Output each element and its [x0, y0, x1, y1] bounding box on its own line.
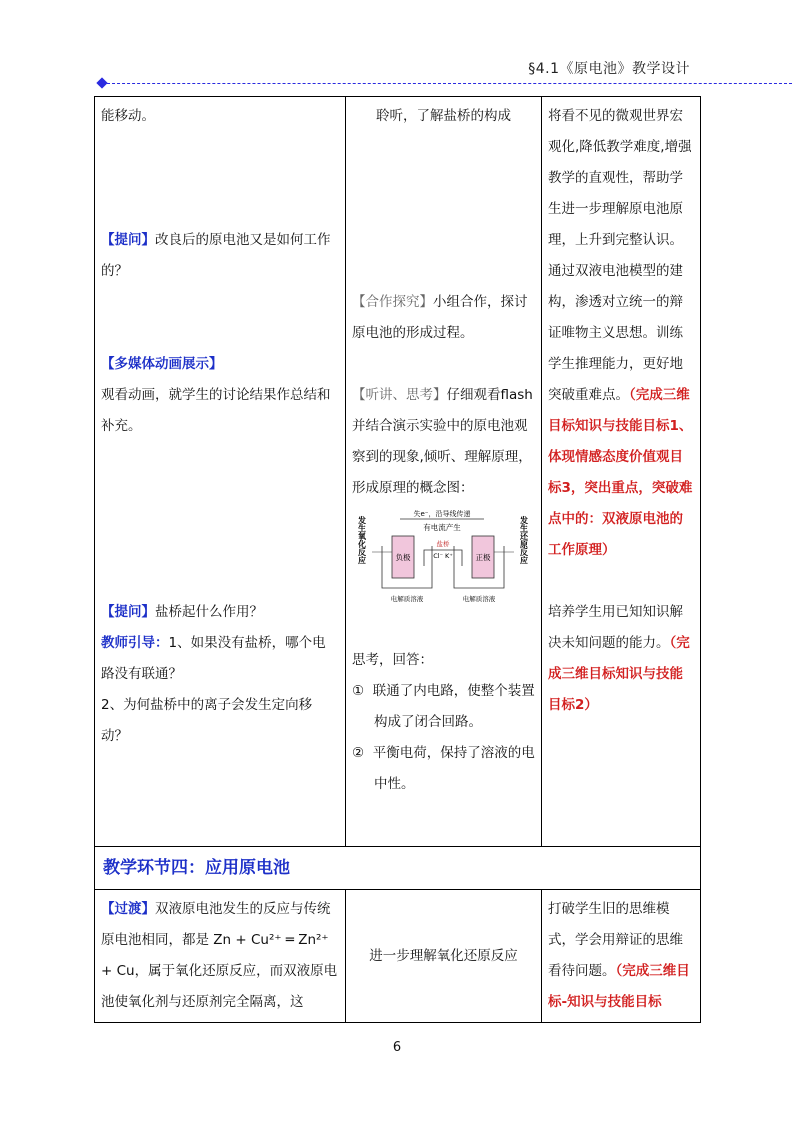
question-text: 改良后的原电池又是如何工作的？ [101, 232, 331, 279]
diagram-salt-bridge-label: 盐桥 [436, 540, 450, 548]
diagram-left-solution-label: 电解质溶液 [390, 595, 424, 603]
intent-text: 培养学生用已知知识解决未知问题的能力。 [548, 604, 683, 651]
diagram-right-solution-label: 电解质溶液 [462, 595, 496, 603]
answer-text: 联通了内电路，使整个装置构成了闭合回路。 [372, 683, 535, 730]
lesson-plan-table [94, 96, 701, 1023]
diagram-right-side-label: 发生还原反应 [519, 516, 529, 564]
galvanic-cell-diagram [352, 506, 532, 610]
teacher-activity-cell [95, 97, 346, 847]
media-text: 观看动画，就学生的讨论结果作总结和补充。 [101, 387, 331, 434]
section-header-row [95, 847, 701, 890]
diagram-current-label: 有电流产生 [423, 523, 461, 532]
question-label: 【提问】 [101, 604, 155, 620]
question-paragraph [101, 225, 339, 287]
guide-text: 1、如果没有盐桥，哪个电路没有联通？ [101, 635, 326, 682]
listen-paragraph [352, 380, 535, 504]
coop-paragraph [352, 287, 535, 349]
teacher-activity-cell [95, 890, 346, 1023]
diagram-left-side-label: 发生氧化反应 [357, 516, 367, 564]
section-title: 教学环节四：应用原电池 [95, 847, 701, 890]
design-intent-cell [542, 890, 701, 1023]
listen-label: 【听讲、思考】 [352, 387, 447, 403]
diagram-top-label: 失e⁻，沿导线传递 [413, 510, 471, 518]
transition-paragraph [101, 894, 339, 1018]
media-label: 【多媒体动画展示】 [101, 356, 223, 372]
answer-number: ① [352, 683, 365, 699]
student-text: 进一步理解氧化还原反应 [369, 947, 518, 964]
header-dashed-rule [102, 83, 792, 84]
intent-paragraph [548, 597, 694, 721]
student-activity-cell [346, 890, 542, 1023]
text-line: 聆听，了解盐桥的构成 [376, 108, 511, 124]
think-label: 思考，回答： [352, 652, 433, 668]
question-text: 盐桥起什么作用？ [155, 604, 263, 620]
goal-note: （完成三维目标-知识与技能目标 [548, 963, 690, 1010]
coop-text: 小组合作，探讨原电池的形成过程。 [352, 294, 528, 341]
guide-label: 教师引导： [101, 635, 169, 651]
student-activity-cell [346, 97, 542, 847]
diagram-cathode-label: 正极 [475, 553, 491, 562]
goal-note: （完成三维目标知识与技能目标2） [548, 635, 690, 713]
answer-text: 平衡电荷，保持了溶液的电中性。 [372, 745, 535, 792]
transition-text: 双液原电池发生的反应与传统原电池相同，都是 Zn + Cu²⁺ ═ Zn²⁺ + Cu，属于氧化还原反应，而双液原电池使氧化剂与还原剂完全隔离，这 [101, 901, 338, 1010]
answer-item [352, 676, 535, 738]
listen-text: 仔细观看flash并结合演示实验中的原电池观察到的现象,倾听、理解原理，形成原理的概念图： [352, 387, 533, 496]
diagram-anode-label: 负极 [395, 553, 411, 562]
text-line: 能移动。 [101, 108, 155, 124]
table-row [95, 97, 701, 847]
intent-text: 打破学生旧的思维模式，学会用辩证的思维看待问题。 [548, 901, 683, 979]
page-number: 6 [392, 1040, 402, 1055]
intent-text: 将看不见的微观世界宏观化,降低教学难度,增强教学的直观性，帮助学生进一步理解原电池原理，上升到完整认识。通过双液电池模型的建构，渗透对立统一的辩证唯物主义思想。训练学生推理能力，更好地突破重难点。 [548, 108, 692, 403]
diagram-ions-label: Cl⁻ K⁺ [433, 552, 453, 560]
intent-paragraph [548, 894, 694, 1018]
page-header-title: §4.1《原电池》教学设计 [528, 61, 690, 77]
answer-number: ② [352, 745, 365, 761]
table-row [95, 890, 701, 1023]
transition-label: 【过渡】 [101, 901, 155, 917]
question-label: 【提问】 [101, 232, 155, 248]
goal-note: （完成三维目标知识与技能目标1、体现情感态度价值观目标3，突出重点，突破难点中的：双液原电池的工作原理） [548, 387, 693, 558]
question-paragraph [101, 597, 339, 628]
design-intent-cell [542, 97, 701, 847]
intent-paragraph [548, 101, 694, 566]
coop-label: 【合作探究】 [352, 294, 433, 310]
guide-paragraph [101, 628, 339, 690]
guide-text: 2、为何盐桥中的离子会发生定向移动？ [101, 697, 313, 744]
answer-item [352, 738, 535, 800]
